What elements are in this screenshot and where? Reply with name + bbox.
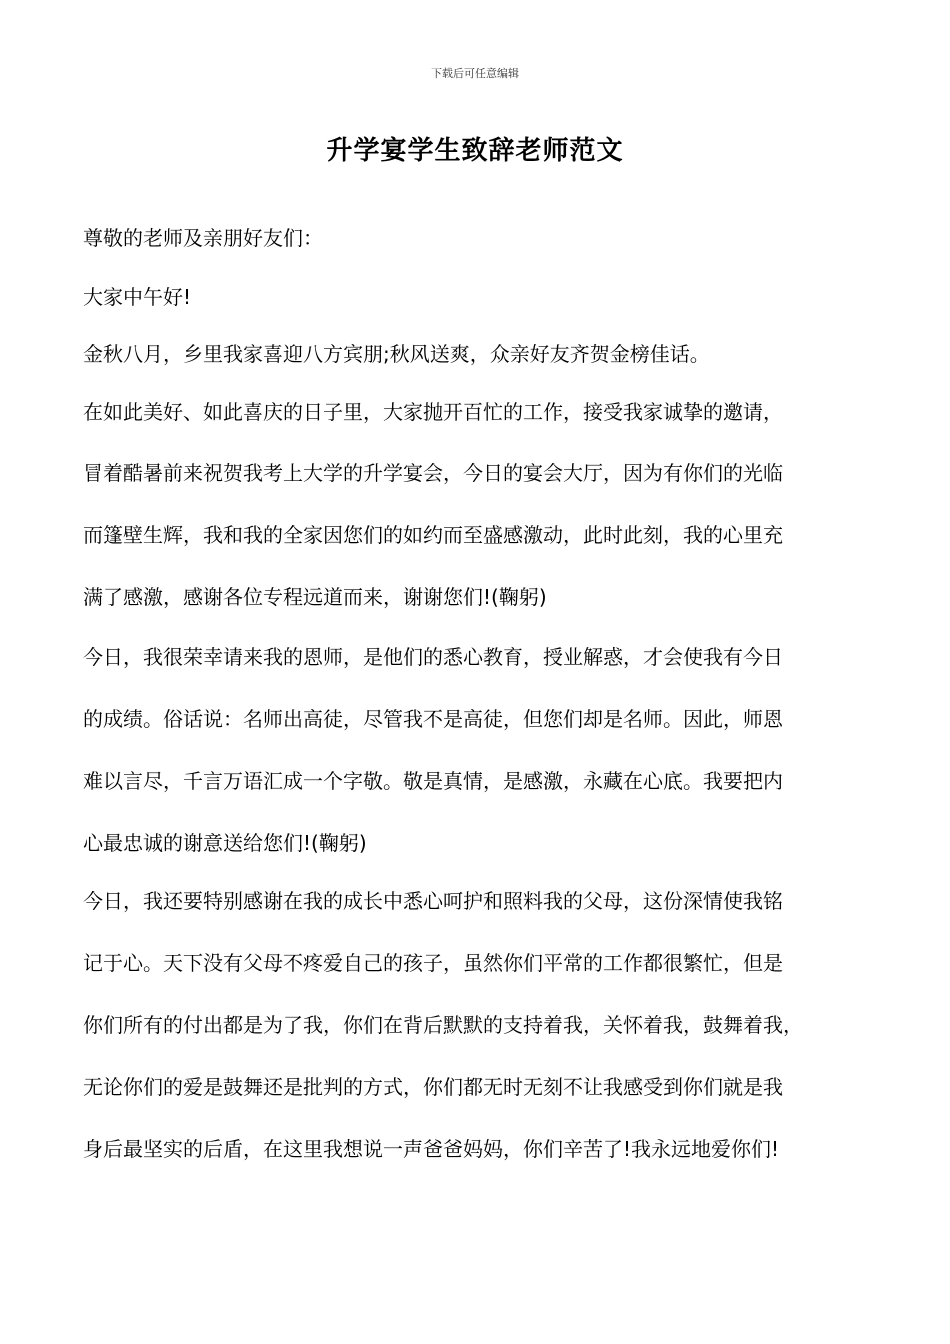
body-line: 尊敬的老师及亲朋好友们： — [83, 226, 323, 250]
body-line: 你们所有的付出都是为了我，你们在背后默默的支持着我，关怀着我，鼓舞着我， — [83, 1013, 803, 1037]
body-line: 金秋八月，乡里我家喜迎八方宾朋;秋风送爽，众亲好友齐贺金榜佳话。 — [83, 342, 710, 366]
body-line: 难以言尽，千言万语汇成一个字敬。敬是真情，是感激，永藏在心底。我要把内 — [83, 769, 783, 793]
body-line: 冒着酷暑前来祝贺我考上大学的升学宴会，今日的宴会大厅，因为有你们的光临 — [83, 461, 783, 485]
body-line: 在如此美好、如此喜庆的日子里，大家抛开百忙的工作，接受我家诚挚的邀请， — [83, 400, 783, 424]
body-line: 大家中午好! — [83, 285, 192, 309]
body-line: 满了感激，感谢各位专程远道而来，谢谢您们!(鞠躬) — [83, 585, 547, 609]
body-line: 心最忠诚的谢意送给您们!(鞠躬) — [83, 831, 367, 855]
body-line: 今日，我还要特别感谢在我的成长中悉心呵护和照料我的父母，这份深情使我铭 — [83, 889, 783, 913]
body-line: 无论你们的爱是鼓舞还是批判的方式，你们都无时无刻不让我感受到你们就是我 — [83, 1075, 783, 1099]
body-line: 身后最坚实的后盾，在这里我想说一声爸爸妈妈，你们辛苦了!我永远地爱你们! — [83, 1137, 780, 1161]
body-line: 的成绩。俗话说：名师出高徒，尽管我不是高徒，但您们却是名师。因此，师恩 — [83, 707, 783, 731]
document-title: 升学宴学生致辞老师范文 — [326, 136, 624, 166]
body-line: 而篷壁生辉，我和我的全家因您们的如约而至盛感激动，此时此刻，我的心里充 — [83, 523, 783, 547]
body-line: 今日，我很荣幸请来我的恩师，是他们的悉心教育，授业解惑，才会使我有今日 — [83, 645, 783, 669]
header-note: 下载后可任意编辑 — [431, 67, 519, 80]
body-line: 记于心。天下没有父母不疼爱自己的孩子，虽然你们平常的工作都很繁忙，但是 — [83, 951, 783, 975]
